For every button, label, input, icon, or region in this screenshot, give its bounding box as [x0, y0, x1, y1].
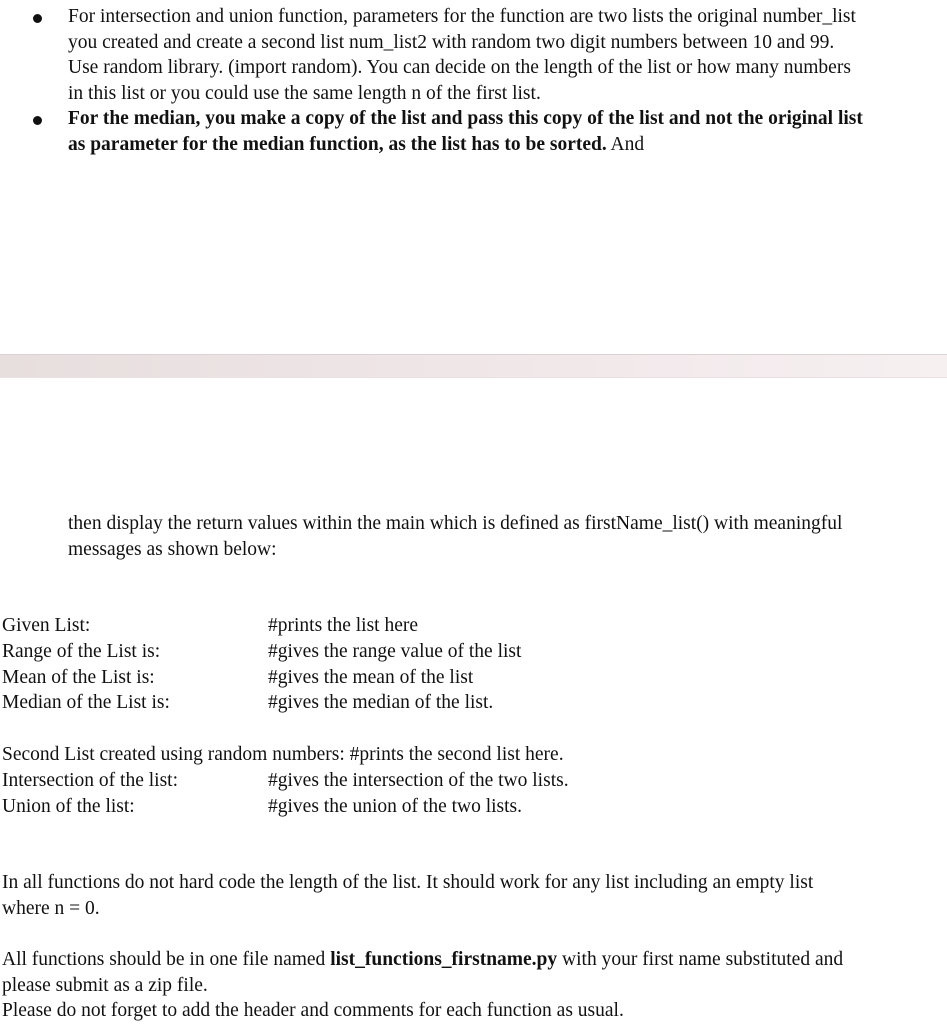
submit-filename: list_functions_firstname.py [330, 949, 558, 970]
output-comment: #prints the list here [268, 615, 419, 636]
header-note: Please do not forget to add the header and comments for each function as usual. [2, 1000, 624, 1021]
output-comment: #gives the median of the list. [268, 692, 494, 713]
output-comment: #gives the union of the two lists. [268, 796, 523, 817]
output-label: Given List: [2, 615, 91, 636]
submit-note [2, 947, 852, 998]
output-label: Median of the List is: [2, 692, 170, 713]
output-label: Union of the list: [2, 796, 135, 817]
output-label: Range of the List is: [2, 641, 161, 662]
bullet-icon [33, 116, 42, 125]
submit-note-before: All functions should be in one file named [2, 949, 331, 970]
bullet-icon [33, 14, 42, 23]
bullet-item-median [0, 106, 868, 157]
output-comment: #gives the intersection of the two lists. [268, 770, 569, 791]
output-comment: #gives the range value of the list [268, 641, 522, 662]
bullet-bold-text: For the median, you make a copy of the list and pass this copy of the list and not the original list as parameter for the median function, as the list has to be sorted. [68, 108, 863, 155]
bullet-text: For intersection and union function, parameters for the function are two lists the original number_list you created and create a second list num_list2 with random two digit numbers between 10 and 99. Use random library. (import random). You can decide on the length of the list or how many numbers in this list or you could use the same length n of the first list. [68, 6, 856, 104]
hardcode-note: In all functions do not hard code the length of the list. It should work for any list including an empty list where n = 0. [2, 872, 814, 919]
output-label: Mean of the List is: [2, 667, 155, 688]
output-comment: #gives the mean of the list [268, 667, 474, 688]
submit-note-after: with your first name substituted and please submit as a zip file. [2, 949, 844, 996]
page-break-divider [0, 354, 947, 378]
output-label: Intersection of the list: [2, 770, 178, 791]
intro-paragraph: then display the return values within the main which is defined as firstName_list() with meaningful messages as shown below: [68, 513, 843, 560]
second-list-line: Second List created using random numbers: #prints the second list here. [2, 744, 564, 765]
bullet-trailing-text: And [606, 133, 645, 155]
bullet-item-intersection-union [0, 4, 868, 106]
requirements-bullet-list [0, 4, 947, 157]
